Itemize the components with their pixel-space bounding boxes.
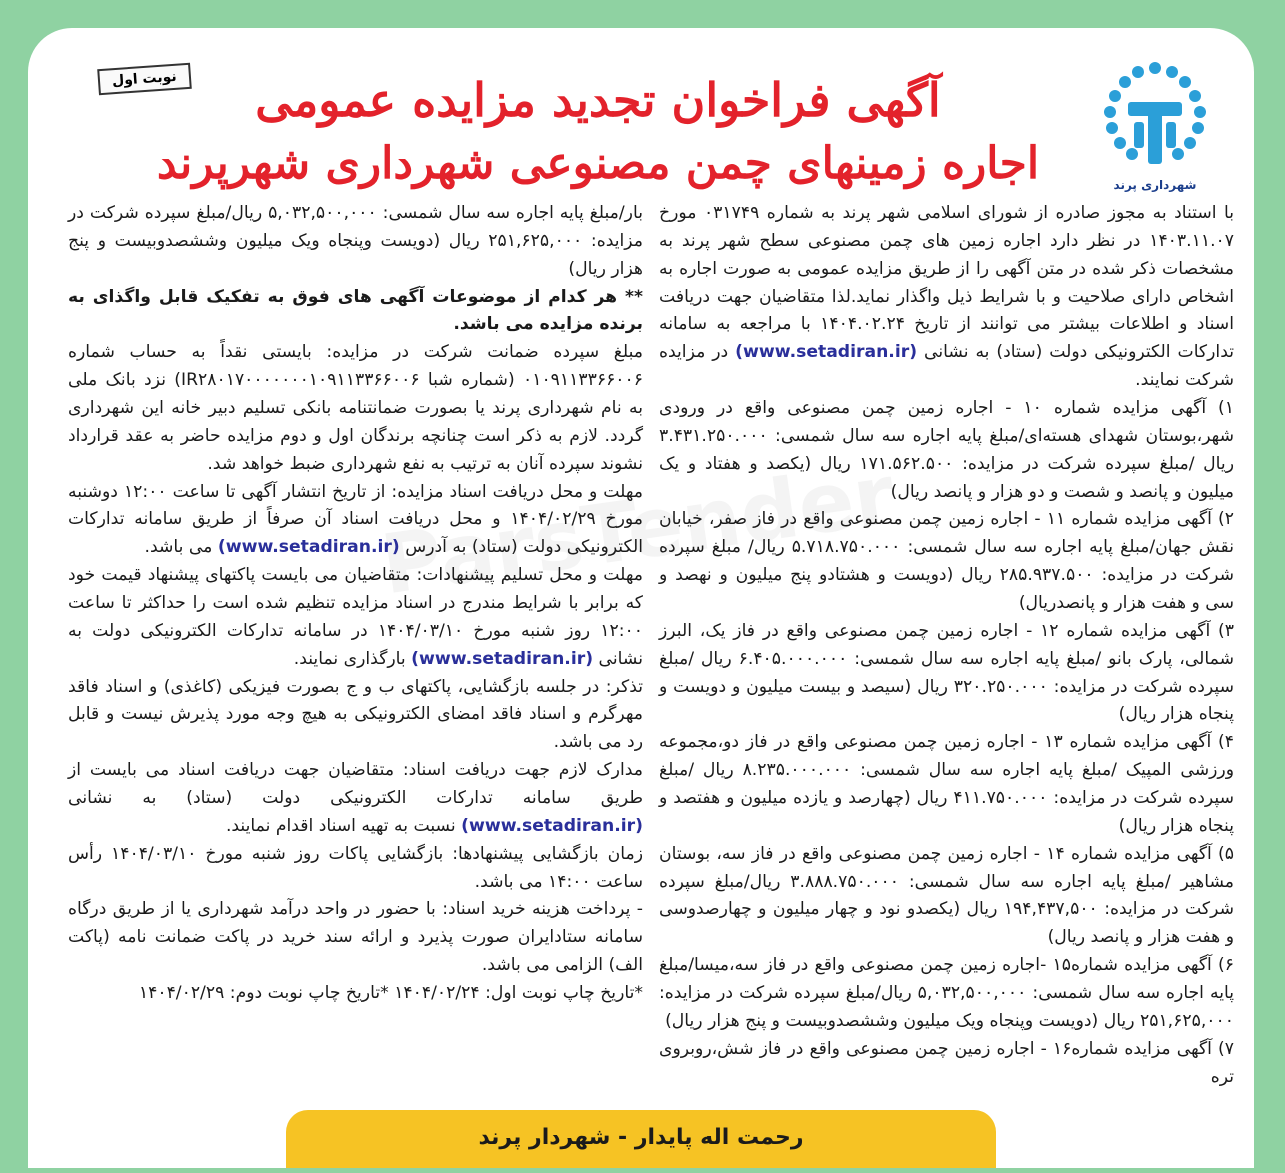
print-dates: *تاریخ چاپ نوبت اول: ۱۴۰۴/۰۲/۲۴ *تاریخ چاپ نوبت دوم: ۱۴۰۴/۰۲/۲۹ <box>138 983 643 1004</box>
ad-page <box>28 28 1254 1168</box>
item-continuation: بار/مبلغ پایه اجاره سه سال شمسی: ۵,۰۳۲,۵۰۰,۰۰۰ ریال/مبلغ سپرده شرکت در مزایده: ۲۵۱,۶۲۵,۰۰۰ ریال (دویست وپنجاه ویک میلیون وششصدوبیست و پنج هزار ریال) <box>68 203 643 279</box>
submission-end-text: بارگذاری نمایند. <box>293 648 406 669</box>
auction-item: ۵) آگهی مزایده شماره ۱۴ - اجاره زمین چمن مصنوعی واقع در فاز سه، بوستان مشاهیر /مبلغ پایه اجاره سه سال شمسی: ۳.۸۸۸.۷۵۰.۰۰۰ ریال/مبلغ سپرده شرکت در مزایده: ۱۹۴,۴۳۷,۵۰۰ ریال (یکصدو نود و چهار میلیون و چهارصدوسی و هفت هزار و پانصد ریال) <box>659 843 1234 948</box>
left-column <box>68 200 643 1008</box>
logo-caption: شهرداری پرند <box>1113 178 1197 192</box>
setadiran-link[interactable]: (www.setadiran.ir) <box>461 815 643 836</box>
bold-note: ** هر کدام از موضوعات آگهی های فوق به تفکیک قابل واگذای به برنده مزایده می باشد. <box>68 286 643 335</box>
page-title: آگهی فراخوان تجدید مزایده عمومی <box>255 73 941 127</box>
deadline-paragraph <box>68 479 643 563</box>
payment-paragraph: - پرداخت هزینه خرید اسناد: با حضور در واحد درآمد شهرداری یا از طریق درگاه سامانه ستادایران صورت پذیرد و ارائه سند خرید در پاکت ضمانت نامه (پاکت الف) الزامی می باشد. <box>68 899 643 976</box>
intro-end-text: در مزایده شرکت نمایند. <box>659 342 1234 391</box>
setadiran-link[interactable]: (www.setadiran.ir) <box>411 648 594 669</box>
auction-item: ۴) آگهی مزایده شماره ۱۳ - اجاره زمین چمن مصنوعی واقع در فاز دو،مجموعه ورزشی المپیک /مبلغ پایه اجاره سه سال شمسی: ۸.۲۳۵.۰۰۰.۰۰۰ ریال /مبلغ سپرده شرکت در مزایده: ۴۱۱.۷۵۰.۰۰۰ ریال (چهارصد و یازده میلیون و هفتصد و پنجاه هزار ریال) <box>659 732 1234 836</box>
auction-item: ۲) آگهی مزایده شماره ۱۱ - اجاره زمین چمن مصنوعی واقع در فاز صفر، خیابان نقش جهان/مبلغ پایه اجاره سه سال شمسی: ۵.۷۱۸.۷۵۰.۰۰۰ ریال/ مبلغ سپرده شرکت در مزایده: ۲۸۵.۹۳۷.۵۰۰ ریال (دویست و هشتادو پنج میلیون و نهصد و سی و هفت هزار و پانصدریال) <box>659 509 1235 614</box>
opening-paragraph: زمان بازگشایی پیشنهادها: بازگشایی پاکات روز شنبه مورخ ۱۴۰۴/۰۳/۱۰ رأس ساعت ۱۴:۰۰ می باشد. <box>68 843 643 892</box>
submission-text: مهلت و محل تسلیم پیشنهادات: متقاضیان می بایست پاکتهای پیشنهاد قیمت خود که برابر با شرایط مندرج در اسناد مزایده تنظیم شده است را حداکثر تا ساعت ۱۲:۰۰ روز شنبه مورخ ۱۴۰۴/۰۳/۱۰ در سامانه تدارکات الکترونیکی دولت به نشانی <box>68 565 643 669</box>
intro-paragraph <box>659 200 1234 395</box>
deadline-text: مهلت و محل دریافت اسناد مزایده: از تاریخ انتشار آگهی تا ساعت ۱۲:۰۰ دوشنبه مورخ ۱۴۰۴/۰۲/۲۹ و محل دریافت اسناد آن صرفاً از طریق سامانه تدارکات الکترونیکی دولت (ستاد) به آدرس <box>68 481 644 558</box>
intro-text: با استناد به مجوز صادره از شورای اسلامی شهر پرند به شماره ۰۳۱۷۴۹ مورخ ۱۴۰۳.۱۱.۰۷ در نظر دارد اجاره زمین های چمن مصنوعی سطح شهر پرند به مشخصات ذکر شده در متن آگهی را از طریق مزایده عمومی به صورت اجاره به اشخاص دارای صلاحیت و با شرایط ذیل واگذار نماید.لذا متقاضیان جهت دریافت اسناد و اطلاعات بیشتر می توانند از تاریخ ۱۴۰۴.۰۲.۲۴ با مراجعه به سامانه تدارکات الکترونیکی دولت (ستاد) به نشانی <box>659 203 1234 363</box>
setadiran-link[interactable]: (www.setadiran.ir) <box>735 342 918 363</box>
documents-end-text: نسبت به تهیه اسناد اقدام نمایند. <box>225 815 456 836</box>
documents-text: مدارک لازم جهت دریافت اسناد: متقاضیان جهت دریافت اسناد می بایست از طریق سامانه تدارکات الکترونیکی دولت (ستاد) به نشانی <box>68 760 643 809</box>
documents-paragraph <box>68 757 643 841</box>
signature-footer: رحمت اله پایدار - شهردار پرند <box>286 1110 996 1168</box>
auction-item: ۱) آگهی مزایده شماره ۱۰ - اجاره زمین چمن مصنوعی واقع در ورودی شهر،بوستان شهدای هسته‌ای/مبلغ پایه اجاره سه سال شمسی: ۳.۴۳۱.۲۵۰.۰۰۰ ریال /مبلغ سپرده شرکت در مزایده: ۱۷۱.۵۶۲.۵۰۰ ریال (یکصد و هفتاد و یک میلیون و پانصد و شصت و دو هزار و پانصد ریال) <box>659 398 1234 502</box>
auction-item: ۳) آگهی مزایده شماره ۱۲ - اجاره زمین چمن مصنوعی واقع در فاز یک، البرز شمالی، پارک بانو /مبلغ پایه اجاره سه سال شمسی: ۶.۴۰۵.۰۰۰.۰۰۰ ریال /مبلغ سپرده شرکت در مزایده: ۳۲۰.۲۵۰.۰۰۰ ریال (سیصد و بیست میلیون و دویست و پنجاه هزار ریال) <box>659 620 1234 725</box>
auction-item: ۶) آگهی مزایده شماره۱۵ -اجاره زمین چمن مصنوعی واقع در فاز سه،میسا/مبلغ پایه اجاره سه سال شمسی: ۵,۰۳۲,۵۰۰,۰۰۰ ریال/مبلغ سپرده شرکت در مزایده: ۲۵۱,۶۲۵,۰۰۰ ریال (دویست وپنجاه ویک میلیون وششصدوبیست و پنج هزار ریال) <box>659 955 1234 1031</box>
submission-paragraph <box>68 562 643 673</box>
setadiran-link[interactable]: (www.setadiran.ir) <box>217 537 400 558</box>
page-subtitle: اجاره زمینهای چمن مصنوعی شهرداری شهرپرند <box>156 138 1040 189</box>
deadline-end-text: می باشد. <box>144 537 213 558</box>
reminder-paragraph: تذکر: در جلسه بازگشایی، پاکتهای ب و ج بصورت فیزیکی (کاغذی) و اسناد فاقد مهرگرم و اسناد فاقد امضای الکترونیکی به هیچ وجه مورد پذیرش نیست و قابل رد می باشد. <box>68 676 643 753</box>
right-column <box>659 200 1234 1092</box>
turn-badge: نوبت اول <box>97 63 191 95</box>
auction-item: ۷) آگهی مزایده شماره۱۶ - اجاره زمین چمن مصنوعی واقع در فاز شش،روبروی تره <box>659 1038 1234 1087</box>
deposit-paragraph: مبلغ سپرده ضمانت شرکت در مزایده: بایستی نقداً به حساب شماره ۰۱۰۹۱۱۳۳۶۶۰۰۶ (شماره شبا IR۲۸۰۱۷۰۰۰۰۰۰۰۱۰۹۱۱۳۳۶۶۰۰۶) نزد بانک ملی به نام شهرداری پرند یا بصورت ضمانتنامه بانکی تسلیم دبیر خانه این شهرداری گردد. لازم به ذکر است چنانچه برندگان اول و دوم مزایده حاضر به عقد قرارداد نشوند سپرده آنان به ترتیب به نفع شهرداری ضبط خواهد شد. <box>68 342 643 474</box>
